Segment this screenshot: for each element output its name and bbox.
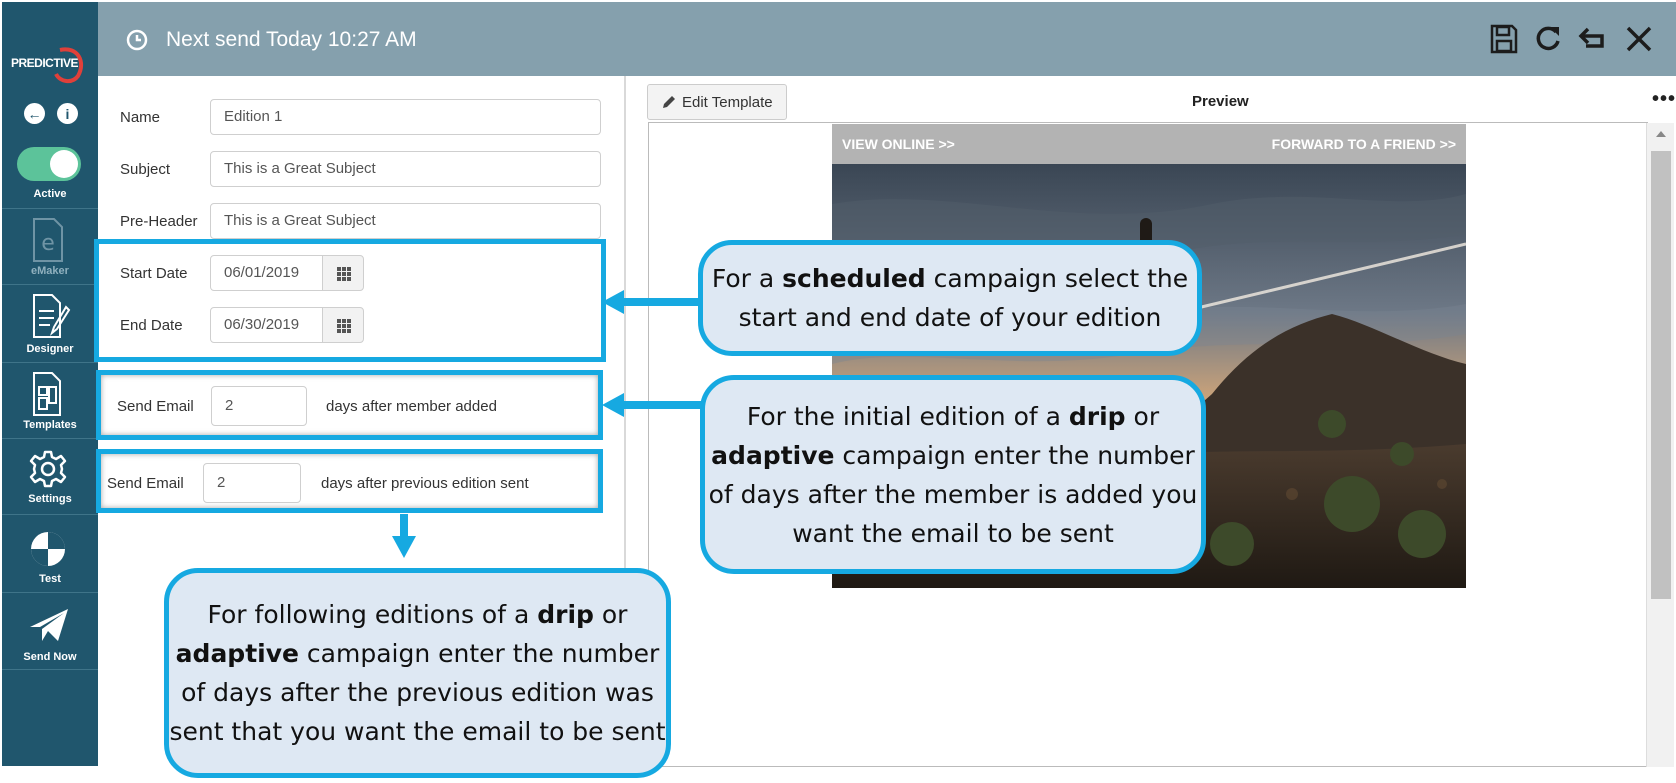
callout-bold: drip xyxy=(1068,401,1126,431)
sidebar-item-label: eMaker xyxy=(31,265,69,277)
sidebar-item-label: Send Now xyxy=(23,651,77,663)
gear-icon xyxy=(28,449,68,489)
preview-scrollbar[interactable] xyxy=(1646,123,1674,767)
send-after-member-box xyxy=(96,370,603,440)
send-after-previous-box xyxy=(96,449,603,513)
callout-following-editions xyxy=(164,568,671,778)
preview-title: Preview xyxy=(1192,93,1249,110)
refresh-icon[interactable] xyxy=(1534,24,1562,54)
toggle-knob xyxy=(50,150,78,178)
sidebar-item-emaker[interactable] xyxy=(2,208,98,284)
active-toggle[interactable] xyxy=(17,147,81,181)
arrow-head-icon xyxy=(392,536,416,558)
arrow-line xyxy=(400,514,408,538)
sidebar-top-icons xyxy=(24,103,80,127)
svg-text:e: e xyxy=(41,231,55,256)
view-online-link[interactable]: VIEW ONLINE >> xyxy=(842,136,955,152)
name-label: Name xyxy=(120,109,161,126)
sidebar-item-label: Designer xyxy=(26,343,74,355)
days-after-member-field[interactable]: 2 xyxy=(211,386,307,426)
end-date-picker-button[interactable] xyxy=(322,307,364,343)
name-field[interactable]: Edition 1 xyxy=(210,99,601,135)
sidebar-item-templates[interactable] xyxy=(2,362,98,438)
callout-text: or xyxy=(593,600,628,629)
callout-bold: adaptive xyxy=(175,639,299,668)
paper-plane-icon xyxy=(28,605,70,645)
arrow-head-icon xyxy=(602,290,624,314)
subject-field[interactable]: This is a Great Subject xyxy=(210,151,601,187)
next-send-text: Next send Today 10:27 AM xyxy=(166,28,417,51)
end-date-field[interactable]: 06/30/2019 xyxy=(210,307,323,343)
callout-bold: drip xyxy=(537,600,594,629)
preheader-field[interactable]: This is a Great Subject xyxy=(210,203,601,239)
callout-text: campaign enter the number of days after the member is added you want the email to be sent xyxy=(708,440,1198,548)
callout-text: For following editions of a xyxy=(207,600,538,629)
arrow-head-icon xyxy=(602,393,624,417)
email-header-bar xyxy=(832,124,1466,164)
sidebar xyxy=(2,2,98,766)
sidebar-item-send-now[interactable] xyxy=(2,592,98,670)
scroll-up-arrow-icon[interactable] xyxy=(1656,131,1666,137)
callout-text: or xyxy=(1125,401,1160,431)
arrow-line xyxy=(620,298,702,306)
start-date-field[interactable]: 06/01/2019 xyxy=(210,255,323,291)
sidebar-item-label: Templates xyxy=(23,419,77,431)
edit-template-button[interactable] xyxy=(647,84,787,120)
callout-bold: scheduled xyxy=(782,264,926,293)
sidebar-item-test[interactable] xyxy=(2,514,98,592)
test-icon xyxy=(28,529,68,569)
logo-swoosh-icon xyxy=(52,44,88,84)
edit-template-label: Edit Template xyxy=(682,94,773,111)
send-email-label: Send Email xyxy=(107,475,184,492)
preheader-label: Pre-Header xyxy=(120,213,198,230)
callout-bold: adaptive xyxy=(711,440,835,470)
start-date-label: Start Date xyxy=(120,265,188,282)
send1-suffix: days after member added xyxy=(326,398,497,415)
top-actions xyxy=(1490,24,1654,54)
more-options-icon[interactable]: ••• xyxy=(1652,88,1676,110)
clock-icon xyxy=(126,29,148,51)
send-email-label: Send Email xyxy=(117,398,194,415)
predictive-logo xyxy=(2,32,98,82)
callout-scheduled xyxy=(698,240,1202,356)
end-date-label: End Date xyxy=(120,317,183,334)
emaker-icon xyxy=(28,217,68,263)
logo-text: PREDICTIVE xyxy=(11,56,79,70)
pencil-icon xyxy=(662,95,676,109)
templates-icon xyxy=(28,371,68,419)
days-after-previous-field[interactable]: 2 xyxy=(203,463,301,503)
callout-text: For the initial edition of a xyxy=(746,401,1069,431)
start-date-picker-button[interactable] xyxy=(322,255,364,291)
undo-return-icon[interactable] xyxy=(1578,24,1608,54)
close-icon[interactable] xyxy=(1624,24,1654,54)
subject-label: Subject xyxy=(120,161,171,178)
scroll-thumb[interactable] xyxy=(1651,151,1671,599)
forward-to-friend-link[interactable]: FORWARD TO A FRIEND >> xyxy=(1271,136,1456,152)
save-icon[interactable] xyxy=(1490,24,1518,54)
info-icon[interactable]: i xyxy=(57,103,78,124)
callout-initial-edition xyxy=(700,375,1206,574)
designer-icon xyxy=(28,293,72,341)
callout-text: campaign enter the number of days after the previous edition was sent that you want the email to be sent xyxy=(169,639,666,746)
back-icon[interactable]: ← xyxy=(24,103,45,124)
send2-suffix: days after previous edition sent xyxy=(321,475,529,492)
sidebar-item-settings[interactable] xyxy=(2,438,98,514)
top-bar xyxy=(98,2,1676,76)
callout-text: campaign select the start and end date of your edition xyxy=(738,264,1189,332)
sidebar-item-label: Test xyxy=(39,573,61,585)
sidebar-item-label: Settings xyxy=(28,493,72,505)
calendar-grid-icon xyxy=(337,267,351,281)
active-label: Active xyxy=(33,188,67,200)
arrow-line xyxy=(620,401,704,409)
callout-text: For a xyxy=(711,264,783,293)
sidebar-item-designer[interactable] xyxy=(2,284,98,362)
calendar-grid-icon xyxy=(337,319,351,333)
